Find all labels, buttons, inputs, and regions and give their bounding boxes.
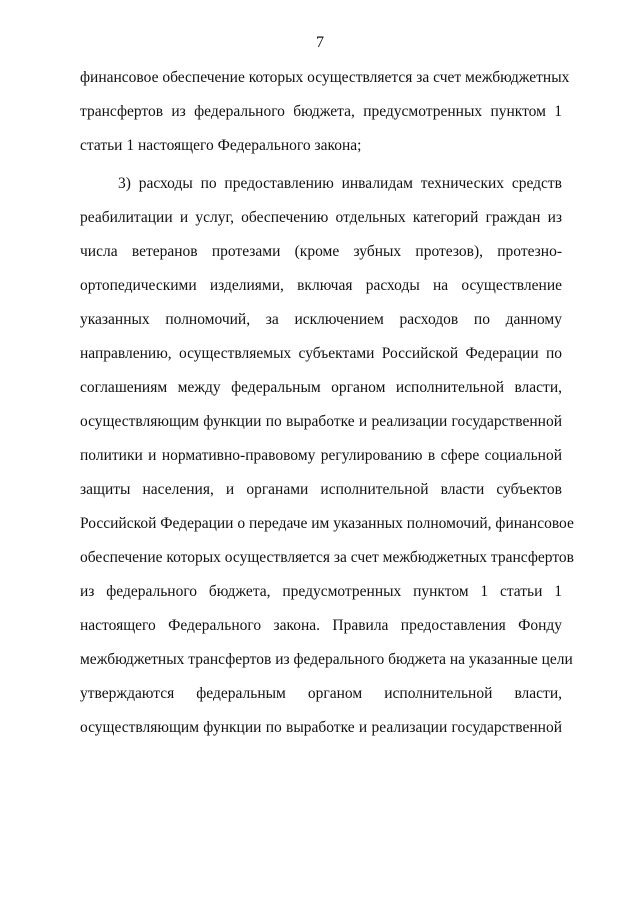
text-line: статьи 1 настоящего Федерального закона; xyxy=(80,137,362,154)
text-line: обеспечение которых осуществляется за счет межбюджетных трансфертов xyxy=(80,549,574,566)
text-line: политики и нормативно-правовому регулированию в сфере социальной xyxy=(80,447,562,464)
text-line: из федерального бюджета, предусмотренных пунктом 1 статьи 1 xyxy=(80,583,562,600)
text-line: трансфертов из федерального бюджета, предусмотренных пунктом 1 xyxy=(80,103,562,120)
paragraph-start-line: 3) расходы по предоставлению инвалидам технических средств xyxy=(118,175,562,192)
text-line: финансовое обеспечение которых осуществляется за счет межбюджетных xyxy=(80,69,570,86)
text-line: защиты населения, и органами исполнительной власти субъектов xyxy=(80,481,562,498)
text-line: соглашениям между федеральным органом исполнительной власти, xyxy=(80,379,562,396)
text-line: реабилитации и услуг, обеспечению отдельных категорий граждан из xyxy=(80,209,562,226)
text-line: ортопедическими изделиями, включая расходы на осуществление xyxy=(80,277,562,294)
text-line: утверждаются федеральным органом исполнительной власти, xyxy=(80,685,562,702)
text-line: осуществляющим функции по выработке и реализации государственной xyxy=(80,719,562,736)
text-line: числа ветеранов протезами (кроме зубных протезов), протезно- xyxy=(80,243,562,260)
text-line: Российской Федерации о передаче им указанных полномочий, финансовое xyxy=(80,515,574,532)
text-line: осуществляющим функции по выработке и реализации государственной xyxy=(80,413,562,430)
text-line: межбюджетных трансфертов из федерального бюджета на указанные цели xyxy=(80,651,573,668)
text-line: указанных полномочий, за исключением расходов по данному xyxy=(80,311,562,328)
text-line: направлению, осуществляемых субъектами Российской Федерации по xyxy=(80,345,562,362)
page-number: 7 xyxy=(316,34,324,51)
text-line: настоящего Федерального закона. Правила предоставления Фонду xyxy=(80,617,562,634)
